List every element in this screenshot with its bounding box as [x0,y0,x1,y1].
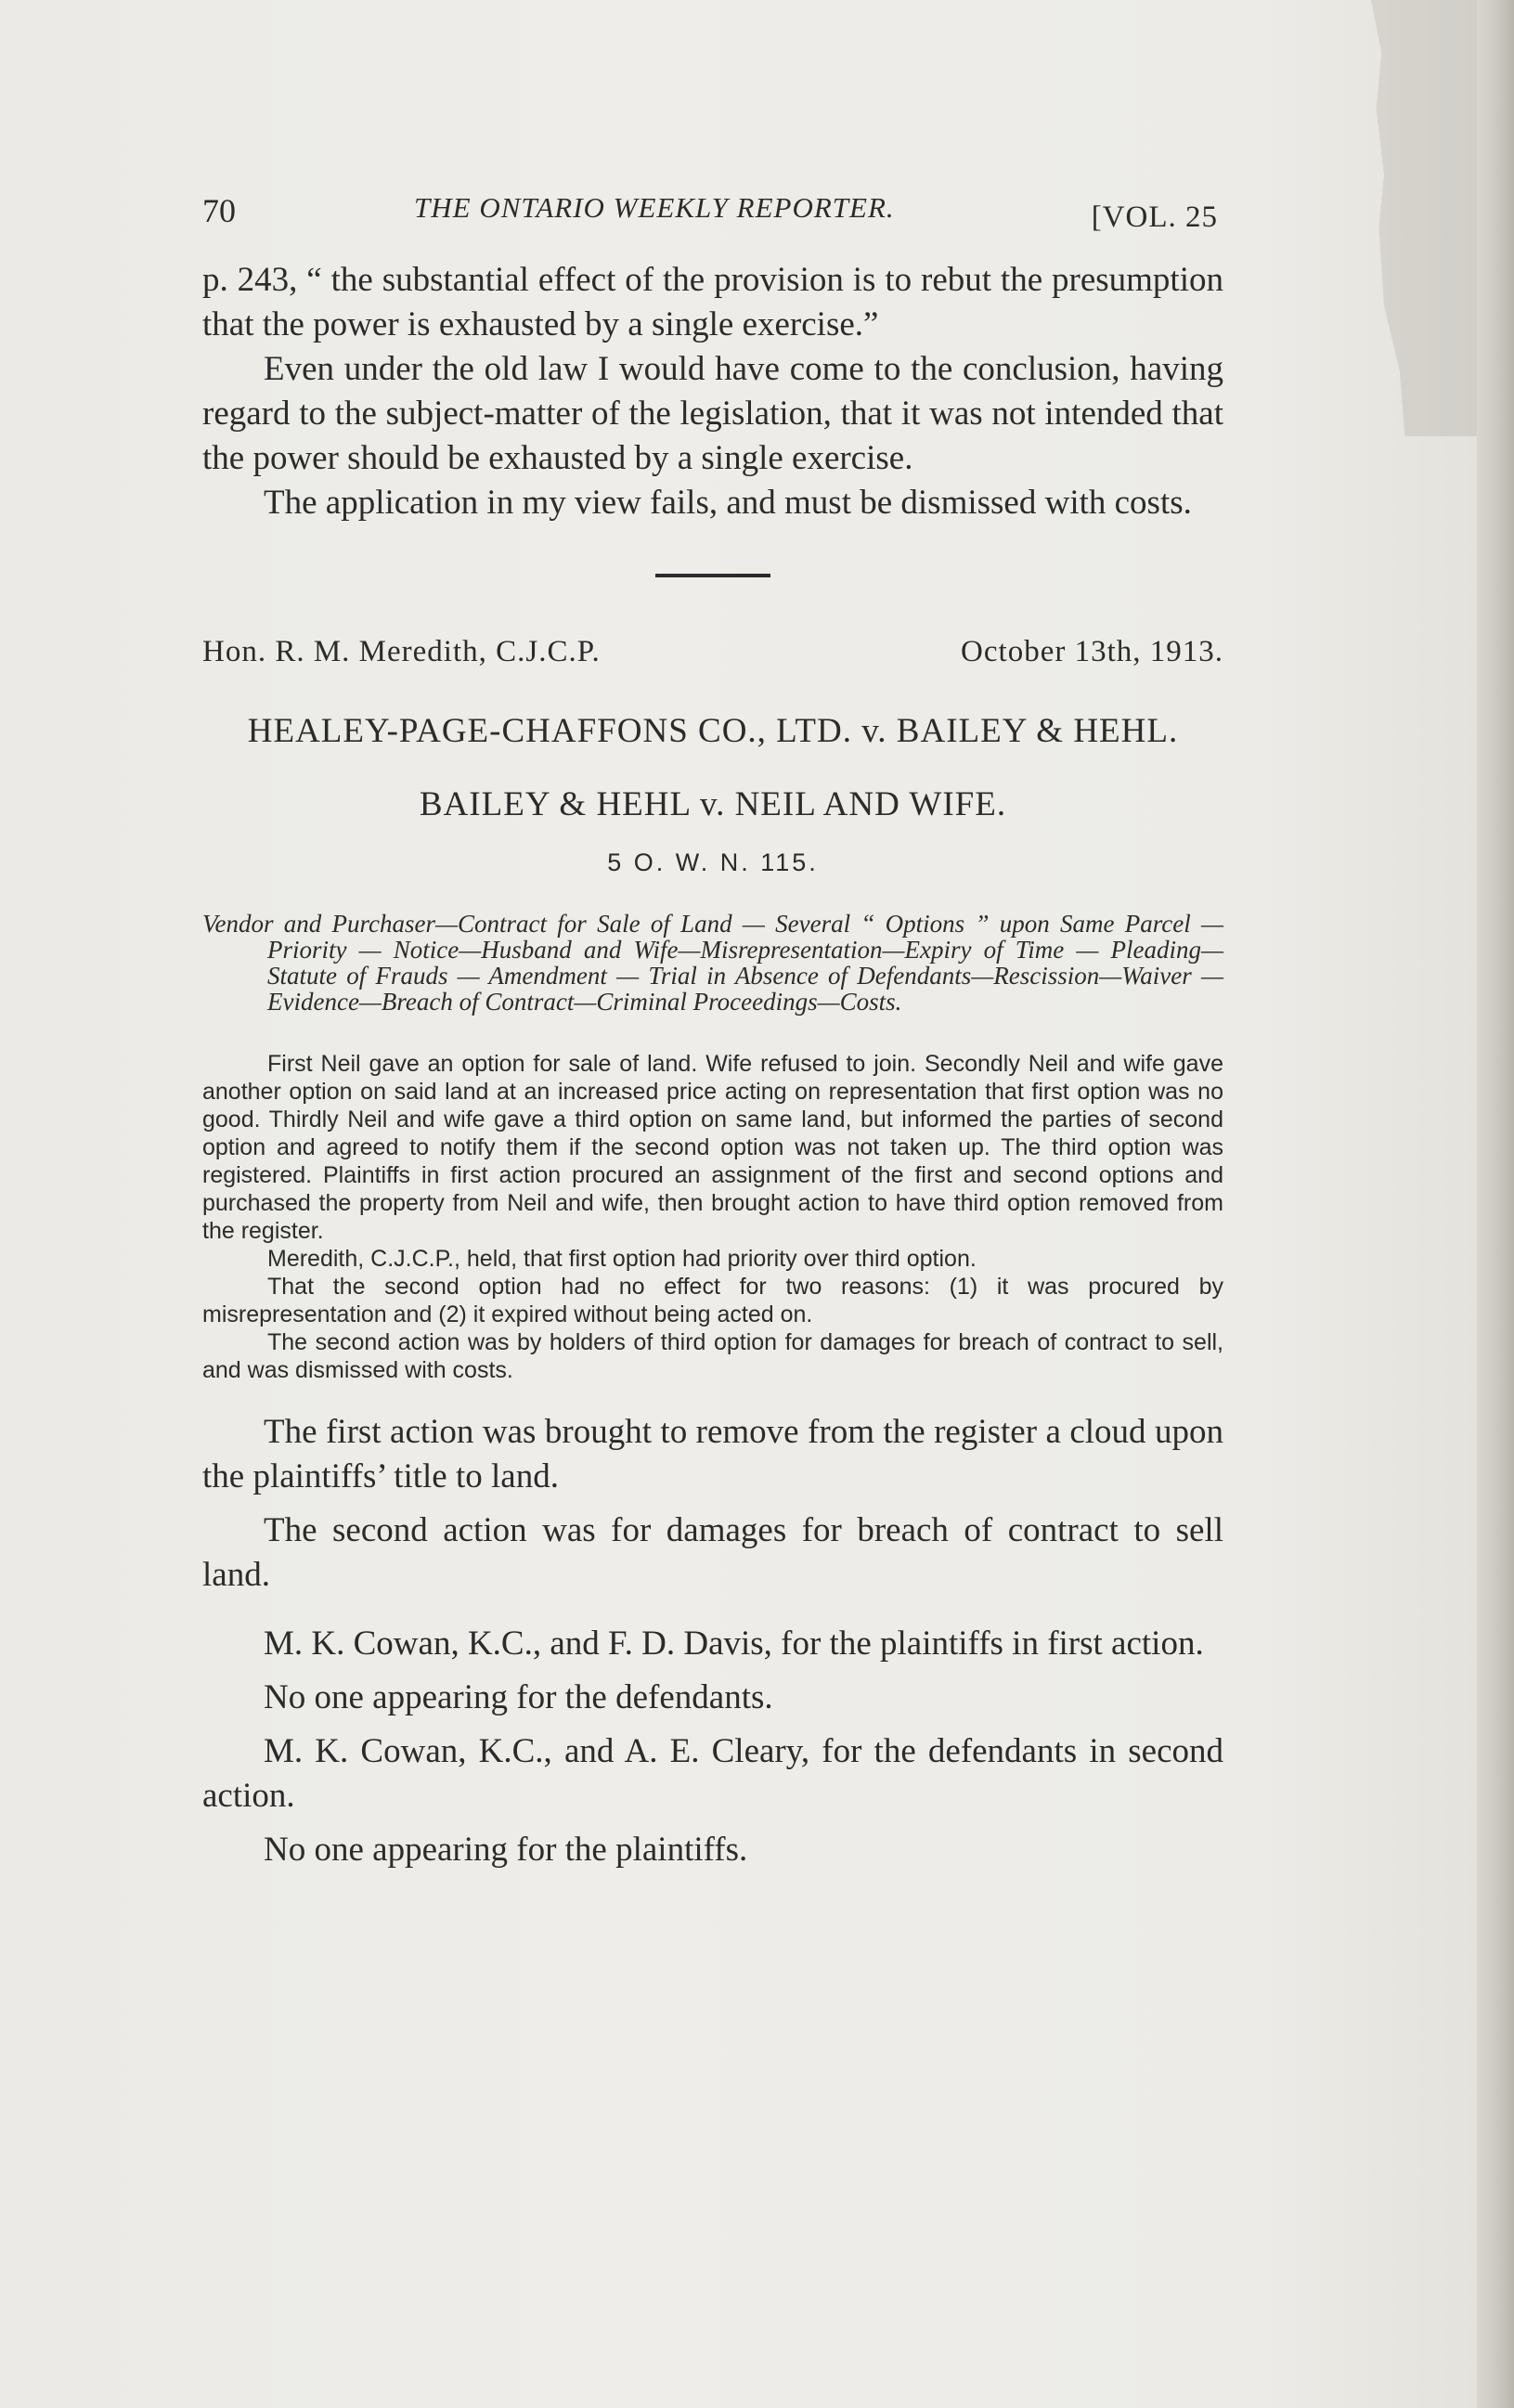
page-edge [1477,0,1514,2408]
decision-date: October 13th, 1913. [961,635,1223,668]
judge-line [202,635,1223,669]
summary-paragraph-3: That the second option had no effect for two reasons: (1) it was procured by misrepresentation and (2) it expired without being acted on. [202,1274,1223,1327]
judge-name: Hon. R. M. Meredith, C.J.C.P. [202,635,601,668]
page-header [202,186,1223,241]
body-paragraph-3: M. K. Cowan, K.C., and F. D. Davis, for the plaintiffs in first action. [264,1625,1204,1663]
case-title-2: BAILEY & HEHL v. NEIL AND WIFE. [419,785,1007,823]
body-paragraph-1: The first action was brought to remove from the register a cloud upon the plaintiffs’ title to land. [202,1413,1223,1495]
body-paragraph-6: No one appearing for the plaintiffs. [264,1831,748,1869]
body-paragraph-5: M. K. Cowan, K.C., and A. E. Cleary, for the defendants in second action. [202,1732,1223,1815]
section-divider [655,574,770,577]
summary-paragraph-4: The second action was by holders of third option for damages for breach of contract to sell, and was dismissed with costs. [202,1329,1223,1383]
case-citation: 5 O. W. N. 115. [607,848,819,876]
summary-paragraph-1: First Neil gave an option for sale of land. Wife refused to join. Secondly Neil and wife gave another option on said land at an increased price acting on representation that first option was no good. Thirdly Neil and wife gave a third option on same land, but informed the parties of second option and agreed to notify them if the second option was not taken up. The third option was registered. Plaintiffs in first action procured an assignment of the first and second options and purchased the property from Neil and wife, then brought action to have third option removed from the register. [202,1051,1223,1244]
headnote: Vendor and Purchaser—Contract for Sale of Land — Several “ Options ” upon Same Parcel — Priority — Notice—Husband and Wife—Misrepresentation—Expiry of Time — Pleading—Statute of Frauds — Amendment — Trial in Absence of Defendants—Rescission—Waiver — Evidence—Breach of Contract—Criminal Proceedings—Costs. [202,910,1223,1016]
case-title-1: HEALEY-PAGE-CHAFFONS CO., LTD. v. BAILEY & HEHL. [247,712,1179,750]
page-content [202,186,1223,1882]
opening-paragraph-1: p. 243, “ the substantial effect of the provision is to rebut the presumption that the power is exhausted by a single exercise.” [202,261,1223,343]
body-paragraph-2: The second action was for damages for breach of contract to sell land. [202,1511,1223,1594]
page-number: 70 [202,192,236,229]
summary-paragraph-2: Meredith, C.J.C.P., held, that first option had priority over third option. [267,1246,977,1272]
opening-paragraph-2: Even under the old law I would have come to the conclusion, having regard to the subject-matter of the legislation, that it was not intended that the power should be exhausted by a single exercise. [202,350,1223,477]
case-summary [202,1050,1223,1384]
judgment-body [202,1410,1223,1872]
volume-label: [VOL. 25 [1091,201,1218,234]
running-title: THE ONTARIO WEEKLY REPORTER. [414,191,895,224]
body-paragraph-4: No one appearing for the defendants. [264,1678,773,1716]
opening-paragraph-3: The application in my view fails, and must be dismissed with costs. [264,484,1192,522]
